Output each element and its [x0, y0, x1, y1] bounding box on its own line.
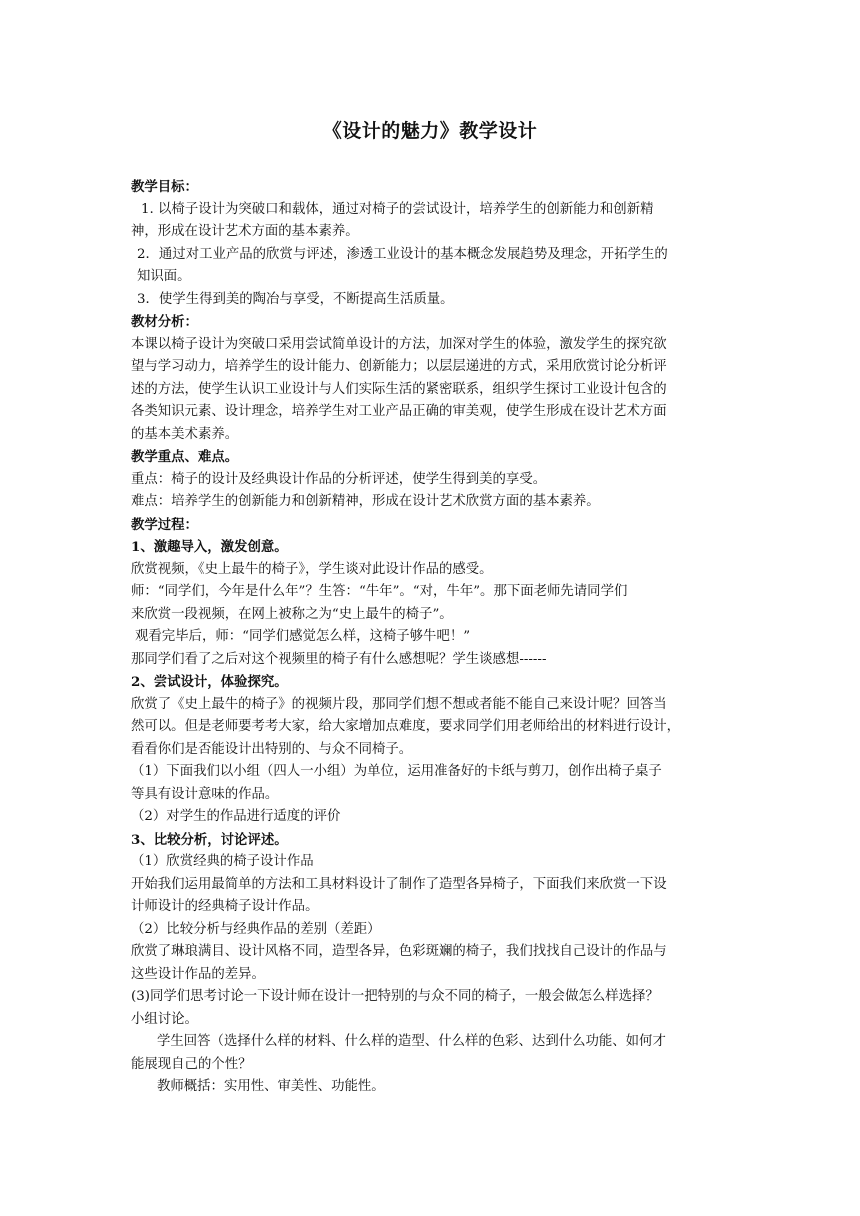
step-2-line: 欣赏了《史上最牛的椅子》的视频片段，那同学们想不想或者能不能自己来设计呢？回答当: [131, 696, 667, 712]
difficult-point: 难点：培养学生的创新能力和创新精神，形成在设计艺术欣赏方面的基本素养。: [131, 494, 600, 509]
step-3-line: （1）欣赏经典的椅子设计作品: [131, 854, 314, 869]
step-3-heading: 3、比较分析，讨论评述。: [131, 831, 288, 848]
analysis-line: 望与学习动力，培养学生的设计能力、创新能力；以层层递进的方式，采用欣赏讨论分析评: [131, 359, 667, 374]
step-2-line: 等具有设计意味的作品。: [131, 786, 279, 802]
step-1-line: 来欣赏一段视频，在网上被称之为“史上最牛的椅子”。: [131, 606, 453, 622]
step-3-line: 计师设计的经典椅子设计作品。: [131, 899, 319, 914]
analysis-line: 的基本美术素养。: [131, 426, 239, 442]
step-2-line: （1）下面我们以小组（四人一小组）为单位，运用准备好的卡纸与剪刀，创作出椅子桌子: [131, 764, 662, 779]
step-1-line: 师：“同学们，今年是什么年”？生答：“牛年”。“对，牛年”。那下面老师先请同学们: [131, 584, 628, 599]
step-1-heading: 1、激趣导入，激发创意。: [131, 539, 288, 555]
document-body: [131, 176, 741, 1099]
step-1-line: 那同学们看了之后对这个视频里的椅子有什么感想呢？学生谈感想------: [131, 651, 547, 667]
step-3-line: 学生回答（选择什么样的材料、什么样的造型、什么样的色彩、达到什么功能、如何才: [157, 1034, 666, 1049]
step-1-line: 欣赏视频，《史上最牛的椅子》，学生谈对此设计作品的感受。: [131, 561, 493, 577]
goal-item-1-line-1: 1. 以椅子设计为突破口和载体，通过对椅子的尝试设计，培养学生的创新能力和创新精: [141, 201, 654, 217]
step-3-line: （2）比较分析与经典作品的差别（差距）: [131, 921, 381, 937]
step-3-line: (3)同学们思考讨论一下设计师在设计一把特别的与众不同的椅子，一般会做怎么样选择？: [131, 989, 659, 1004]
section-heading-key-points: 教学重点、难点。: [131, 449, 239, 465]
step-3-line: 能展现自己的个性？: [131, 1056, 252, 1072]
key-point: 重点：椅子的设计及经典设计作品的分析评述，使学生得到美的享受。: [131, 471, 547, 487]
step-3-line: 小组讨论。: [131, 1011, 198, 1027]
step-3-line: 这些设计作品的差异。: [131, 966, 265, 982]
goal-item-3: 3．使学生得到美的陶冶与享受，不断提高生活质量。: [137, 291, 454, 307]
analysis-line: 本课以椅子设计为突破口采用尝试简单设计的方法，加深对学生的体验，激发学生的探究欲: [131, 336, 667, 352]
analysis-line: 各类知识元素、设计理念，培养学生对工业产品正确的审美观，使学生形成在设计艺术方面: [131, 404, 667, 419]
goal-item-2-cont: 知识面。: [137, 269, 191, 284]
step-3-line: 教师概括：实用性、审美性、功能性。: [157, 1079, 385, 1094]
section-heading-goals: 教学目标：: [131, 179, 198, 195]
step-3-line: 欣赏了琳琅满目、设计风格不同，造型各异，色彩斑斓的椅子，我们找找自己设计的作品与: [131, 944, 667, 959]
analysis-line: 述的方法，使学生认识工业设计与人们实际生活的紧密联系，组织学生探讨工业设计包含的: [131, 381, 667, 397]
goal-item-2: 2．通过对工业产品的欣赏与评述，渗透工业设计的基本概念发展趋势及理念，开拓学生的: [137, 246, 668, 262]
step-2-line: 然可以。但是老师要考考大家，给大家增加点难度，要求同学们用老师给出的材料进行设计，: [131, 719, 681, 734]
section-heading-process: 教学过程：: [131, 516, 198, 533]
step-1-line: 观看完毕后，师：“同学们感觉怎么样，这椅子够牛吧！”: [135, 629, 471, 644]
step-2-line: 看看你们是否能设计出特别的、与众不同椅子。: [131, 741, 413, 757]
goal-item-1: [131, 199, 741, 222]
section-heading-analysis: 教材分析：: [131, 314, 198, 330]
document-title: 《设计的魅力》教学设计: [322, 120, 538, 142]
step-2-line: （2）对学生的作品进行适度的评价: [131, 809, 341, 824]
goal-item-1-cont: 神，形成在设计艺术方面的基本素养。: [131, 224, 359, 239]
step-2-heading: 2、尝试设计，体验探究。: [131, 674, 288, 690]
step-3-line: 开始我们运用最简单的方法和工具材料设计了制作了造型各异椅子，下面我们来欣赏一下设: [131, 876, 667, 892]
